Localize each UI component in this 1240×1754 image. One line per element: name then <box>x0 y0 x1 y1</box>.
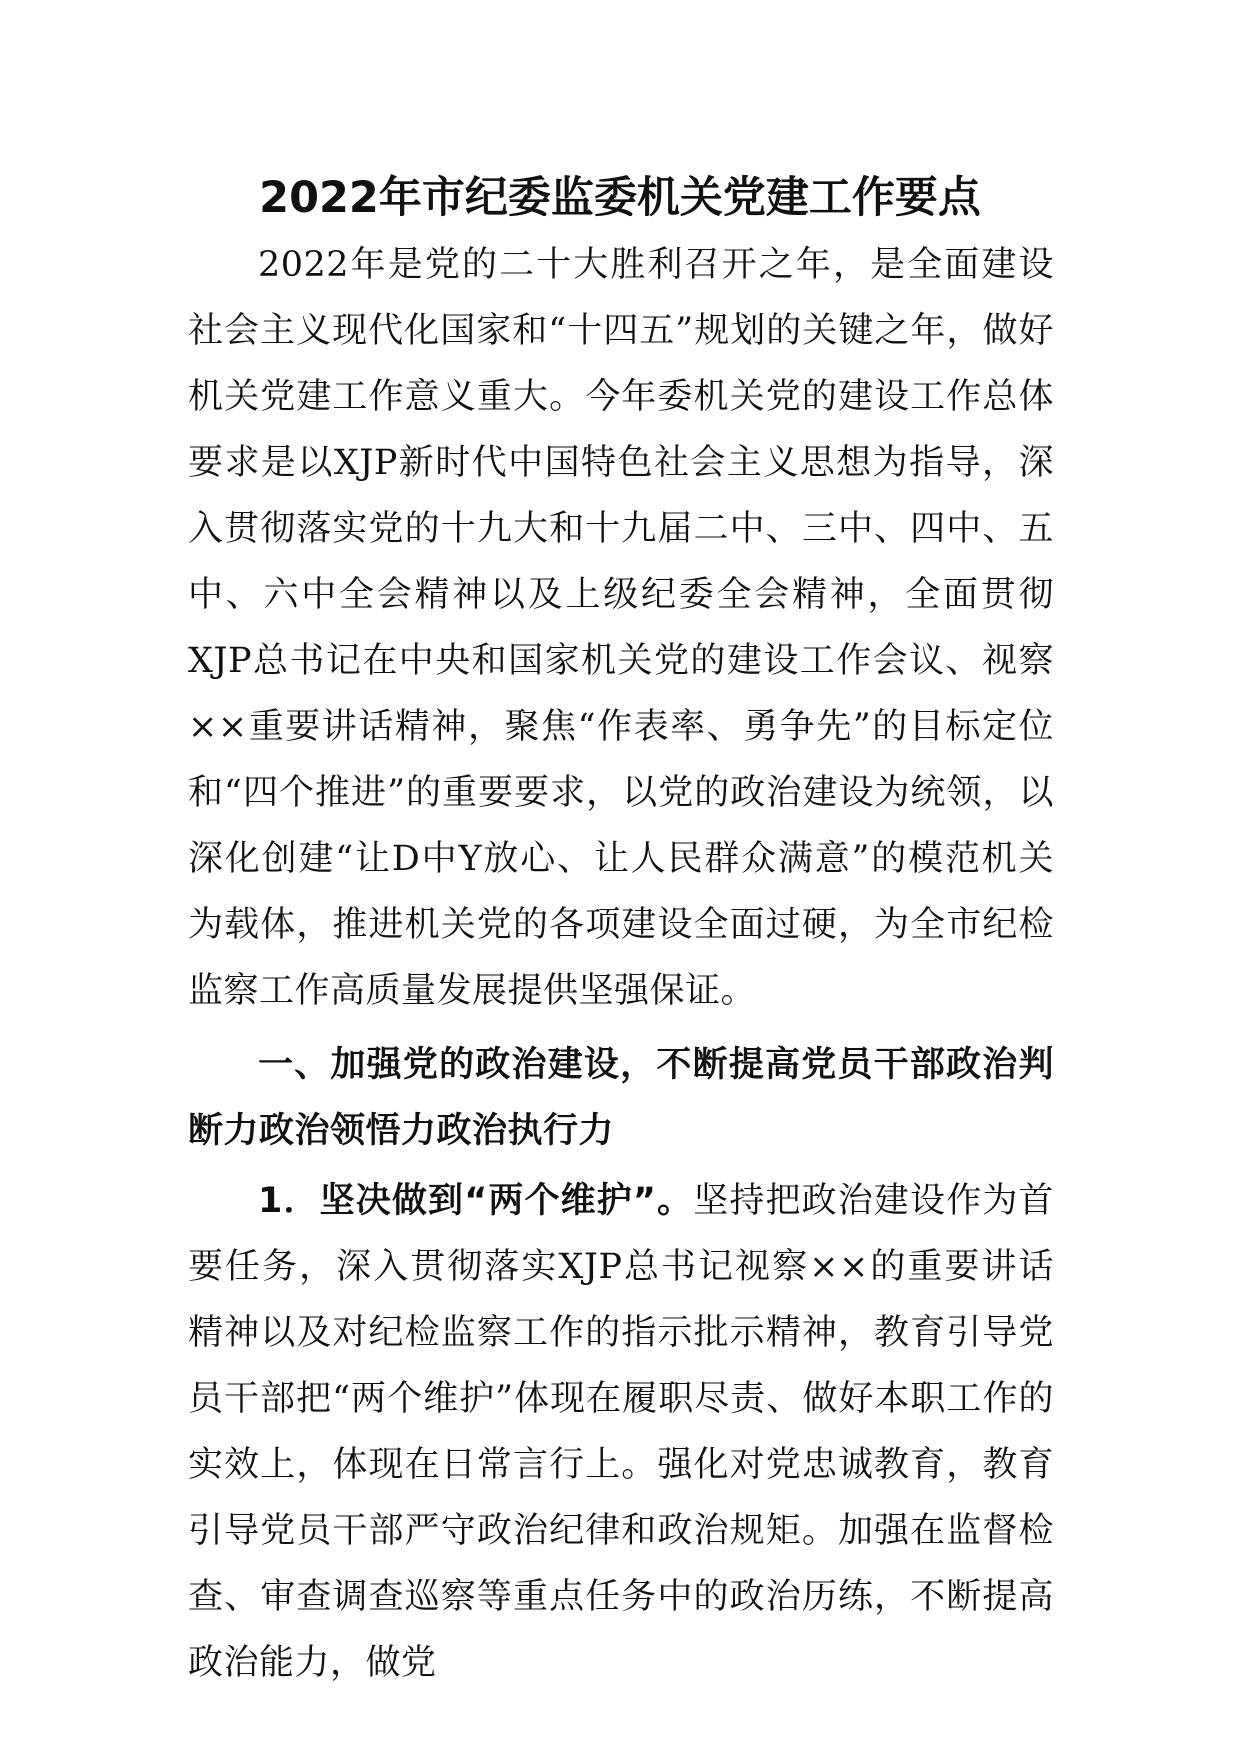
list-item <box>188 1168 1054 1696</box>
section-heading: 一、加强党的政治建设，不断提高党员干部政治判断力政治领悟力政治执行力 <box>188 1045 1054 1151</box>
intro-paragraph: 2022年是党的二十大胜利召开之年，是全面建设社会主义现代化国家和“十四五”规划的关键之年，做好机关党建工作意义重大。今年委机关党的建设工作总体要求是以XJP新时代中国特色社会主义思想为指导，深入贯彻落实党的十九大和十九届二中、三中、四中、五中、六中全会精神以及上级纪委全会精神，全面贯彻XJP总书记在中央和国家机关党的建设工作会议、视察××重要讲话精神，聚焦“作表率、勇争先”的目标定位和“四个推进”的重要要求，以党的政治建设为统领，以深化创建“让D中Y放心、让人民群众满意”的模范机关为载体，推进机关党的各项建设全面过硬，为全市纪检监察工作高质量发展提供坚强保证。 <box>188 245 1054 1011</box>
document-title: 2022年市纪委监委机关党建工作要点 <box>259 173 981 223</box>
document-body <box>188 232 1054 1696</box>
item-lead: 1．坚决做到“两个维护”。 <box>258 1181 694 1221</box>
item-text: 坚持把政治建设作为首要任务，深入贯彻落实XJP总书记视察××的重要讲话精神以及对纪检监察工作的指示批示精神，教育引导党员干部把“两个维护”体现在履职尽责、做好本职工作的实效上，体现在日常言行上。强化对党忠诚教育，教育引导党员干部严守政治纪律和政治规矩。加强在监督检查、审查调查巡察等重点任务中的政治历练，不断提高政治能力，做党 <box>188 1181 1054 1683</box>
